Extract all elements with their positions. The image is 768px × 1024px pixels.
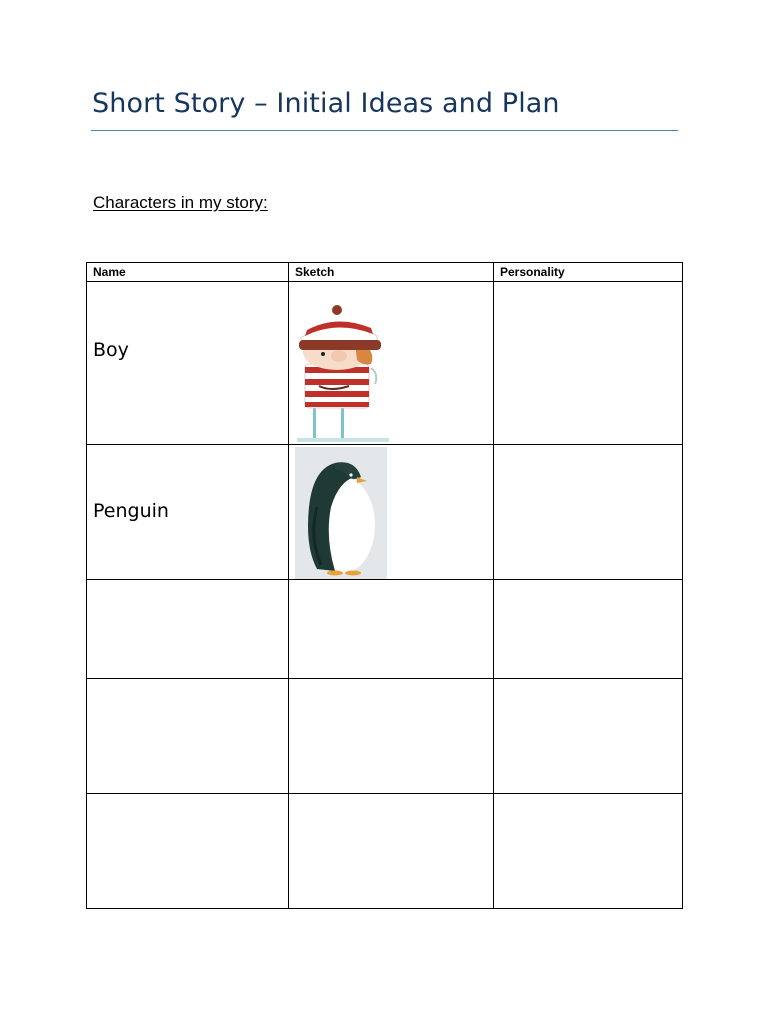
table-row bbox=[87, 794, 683, 909]
table-row bbox=[87, 580, 683, 679]
name-cell bbox=[87, 445, 289, 580]
page-title: Short Story – Initial Ideas and Plan bbox=[92, 88, 560, 119]
characters-table bbox=[86, 262, 683, 909]
sketch-cell bbox=[289, 794, 494, 909]
title-underline-rule bbox=[91, 130, 678, 131]
sketch-cell bbox=[289, 445, 494, 580]
table-row bbox=[87, 282, 683, 445]
personality-cell bbox=[494, 794, 683, 909]
personality-cell bbox=[494, 679, 683, 794]
character-name: Penguin bbox=[93, 500, 169, 522]
table-row bbox=[87, 445, 683, 580]
table-header-row bbox=[87, 263, 683, 282]
name-cell bbox=[87, 580, 289, 679]
sketch-cell bbox=[289, 282, 494, 445]
header-sketch: Sketch bbox=[289, 263, 494, 282]
header-personality: Personality bbox=[494, 263, 683, 282]
table-row bbox=[87, 679, 683, 794]
name-cell bbox=[87, 282, 289, 445]
header-name: Name bbox=[87, 263, 289, 282]
personality-cell bbox=[494, 580, 683, 679]
characters-heading: Characters in my story: bbox=[93, 193, 268, 212]
personality-cell bbox=[494, 282, 683, 445]
penguin-sketch-image bbox=[295, 447, 387, 579]
name-cell bbox=[87, 679, 289, 794]
sketch-cell bbox=[289, 580, 494, 679]
personality-cell bbox=[494, 445, 683, 580]
name-cell bbox=[87, 794, 289, 909]
boy-sketch-image bbox=[293, 304, 393, 444]
character-name: Boy bbox=[93, 339, 129, 361]
sketch-cell bbox=[289, 679, 494, 794]
